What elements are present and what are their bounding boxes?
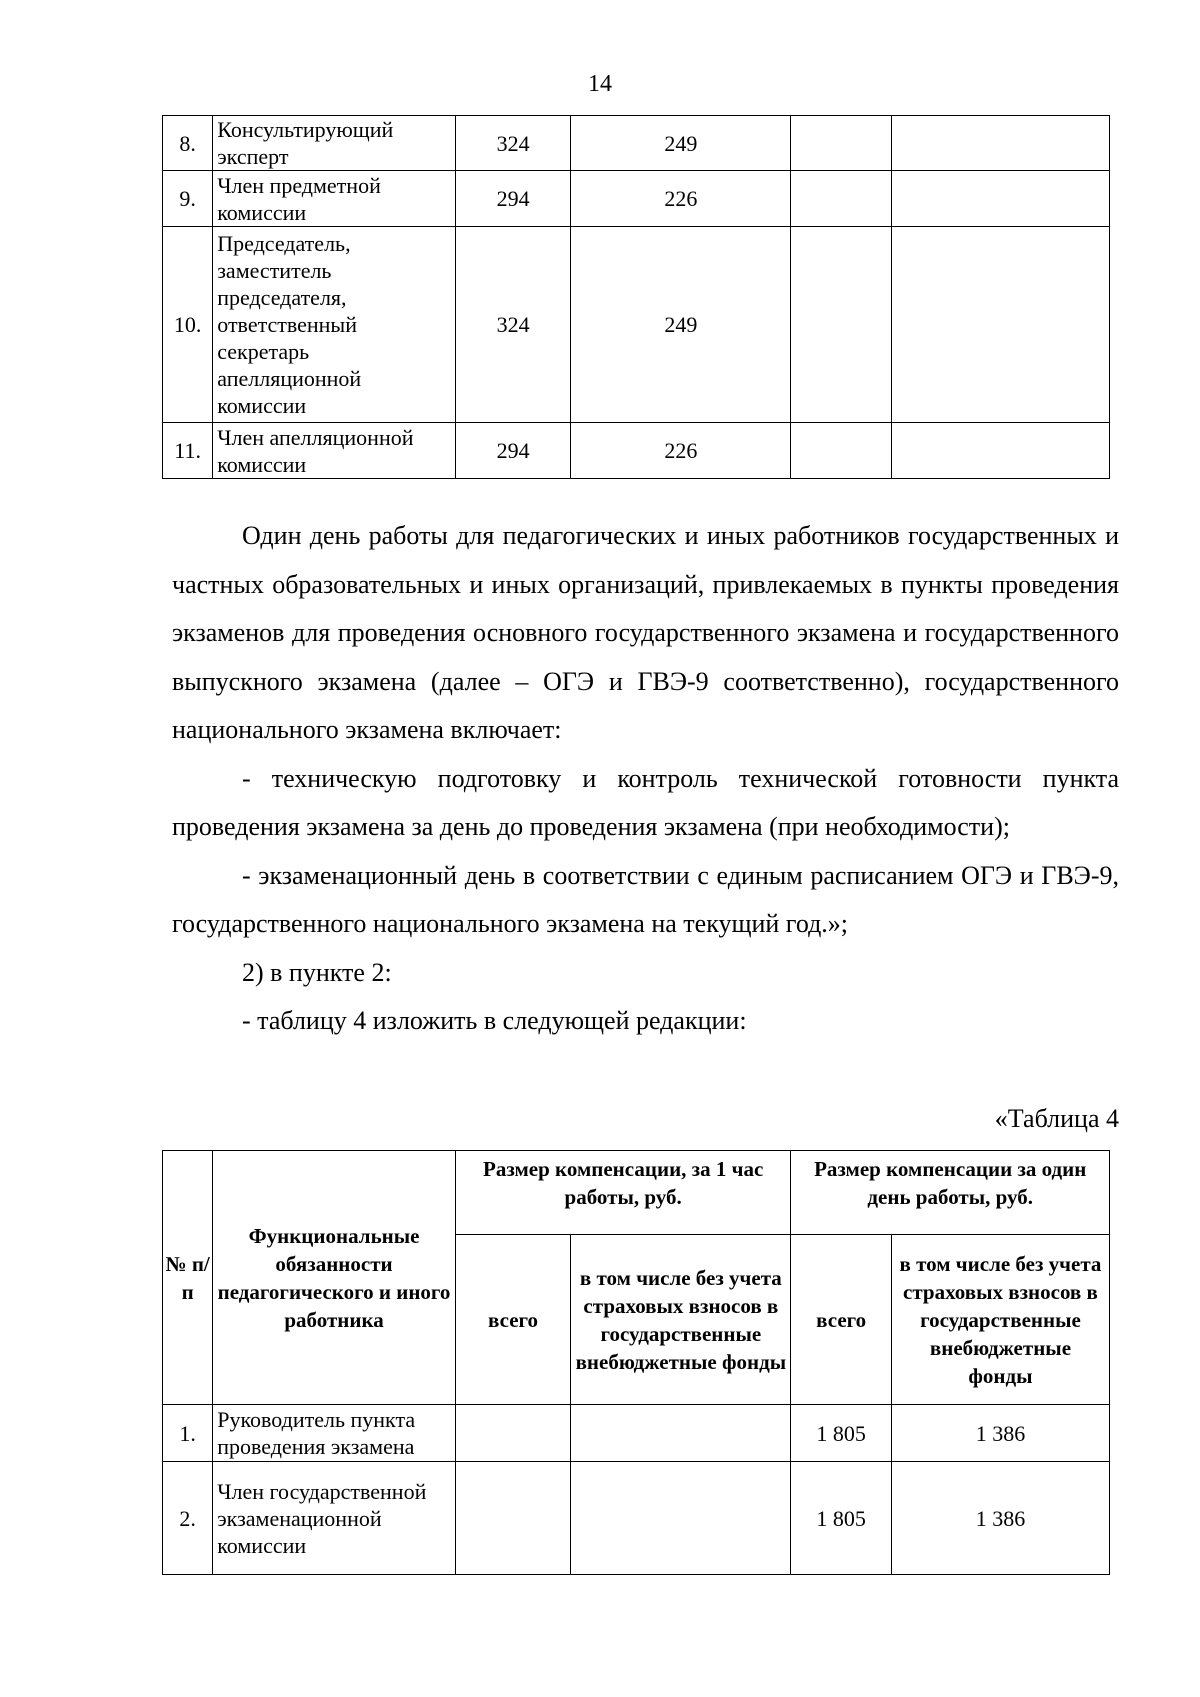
header-daily-excl: в том числе без учета страховых взносов в государственные внебюджетные фонды xyxy=(891,1235,1109,1405)
duty-name: Руководитель пункта проведения экзамена xyxy=(213,1405,456,1462)
hourly-excl xyxy=(571,1405,791,1462)
daily-total xyxy=(791,116,891,171)
daily-excl xyxy=(891,227,1109,423)
header-hourly-group: Размер компенсации, за 1 час работы, руб. xyxy=(455,1151,791,1235)
hourly-excl: 249 xyxy=(571,227,791,423)
header-hourly-excl: в том числе без учета страховых взносов в государственные внебюджетные фонды xyxy=(571,1235,791,1405)
row-number: 2. xyxy=(163,1462,213,1575)
hourly-excl: 226 xyxy=(571,171,791,227)
row-number: 10. xyxy=(163,227,213,423)
header-hourly-total: всего xyxy=(455,1235,570,1405)
header-duties: Функциональные обязанности педагогического и иного работника xyxy=(213,1151,456,1405)
hourly-total xyxy=(455,1405,570,1462)
daily-excl: 1 386 xyxy=(891,1405,1109,1462)
table-row xyxy=(163,171,1110,227)
duty-name: Председатель, заместитель председателя, ответственный секретарь апелляционной комиссии xyxy=(213,227,456,423)
hourly-total: 324 xyxy=(455,116,570,171)
daily-excl xyxy=(891,423,1109,479)
row-number: 1. xyxy=(163,1405,213,1462)
paragraph: Один день работы для педагогических и иных работников государственных и частных образовательных и иных организаций, привлекаемых в пункты проведения экзаменов для проведения основного государственного экзамена и государственного выпускного экзамена (далее – ОГЭ и ГВЭ-9 соответственно), государственного национального экзамена включает: xyxy=(172,521,1119,744)
daily-excl: 1 386 xyxy=(891,1462,1109,1575)
duty-name: Член апелляционной комиссии xyxy=(213,423,456,479)
table-row xyxy=(163,423,1110,479)
table-row xyxy=(163,1462,1110,1575)
paragraph: - таблицу 4 изложить в следующей редакции: xyxy=(242,1006,747,1035)
header-number: № п/п xyxy=(163,1151,213,1405)
compensation-table-continued xyxy=(162,115,1110,479)
hourly-excl: 249 xyxy=(571,116,791,171)
compensation-table-4 xyxy=(162,1150,1110,1575)
daily-total: 1 805 xyxy=(791,1405,891,1462)
daily-total: 1 805 xyxy=(791,1462,891,1575)
daily-excl xyxy=(891,116,1109,171)
hourly-total: 294 xyxy=(455,171,570,227)
daily-excl xyxy=(891,171,1109,227)
header-daily-group: Размер компенсации за один день работы, руб. xyxy=(791,1151,1110,1235)
hourly-excl xyxy=(571,1462,791,1575)
duty-name: Член предметной комиссии xyxy=(213,171,456,227)
row-number: 11. xyxy=(163,423,213,479)
daily-total xyxy=(791,227,891,423)
page-number: 14 xyxy=(588,71,612,97)
table-row xyxy=(163,227,1110,423)
header-daily-total: всего xyxy=(791,1235,891,1405)
table-row xyxy=(163,116,1110,171)
duty-name: Член государственной экзаменационной комиссии xyxy=(213,1462,456,1575)
paragraph: - техническую подготовку и контроль технической готовности пункта проведения экзамена за день до проведения экзамена (при необходимости); xyxy=(172,763,1119,841)
paragraph: 2) в пункте 2: xyxy=(242,957,392,987)
daily-total xyxy=(791,423,891,479)
paragraph: - экзаменационный день в соответствии с единым расписанием ОГЭ и ГВЭ-9, государственного национального экзамена на текущий год.»; xyxy=(172,860,1119,938)
body-text xyxy=(172,512,1119,1046)
hourly-total: 324 xyxy=(455,227,570,423)
duty-name: Консультирующий эксперт xyxy=(213,116,456,171)
table-row xyxy=(163,1405,1110,1462)
hourly-total: 294 xyxy=(455,423,570,479)
table-caption: «Таблица 4 xyxy=(994,1104,1119,1133)
row-number: 9. xyxy=(163,171,213,227)
hourly-excl: 226 xyxy=(571,423,791,479)
hourly-total xyxy=(455,1462,570,1575)
daily-total xyxy=(791,171,891,227)
row-number: 8. xyxy=(163,116,213,171)
